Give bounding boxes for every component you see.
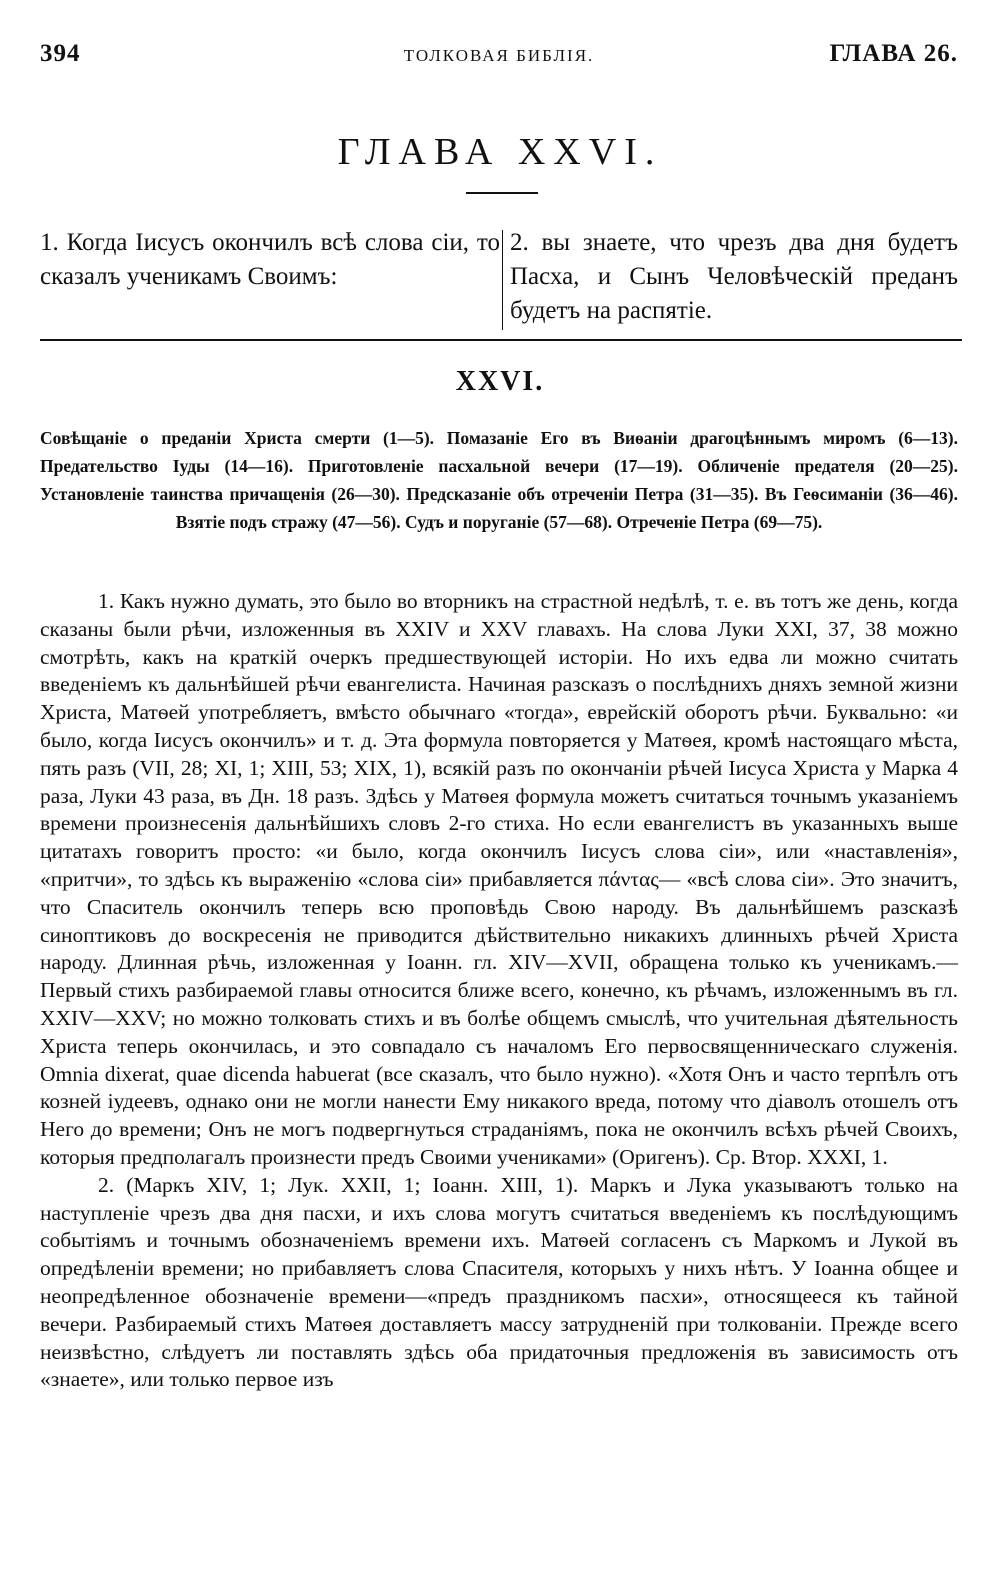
running-chapter: ГЛАВА 26. [829, 40, 958, 67]
column-divider [502, 230, 503, 330]
heading-rule [466, 192, 538, 194]
chapter-summary: Совѣщаніе о преданіи Христа смерти (1—5). Помазаніе Его въ Виѳаніи драгоцѣннымъ миромъ (6—13). Предательство Іуды (14—16). Приготовленіе пасхальной вечери (17—19). Обличеніе предателя (20—25). Установленіе таинства причащенія (26—30). Предсказаніе объ отреченіи Петра (31—35). Въ Геѳсиманіи (36—46). Взятіе подъ стражу (47—56). Судъ и поруганіе (57—68). Отреченіе Петра (69—75). [40, 428, 958, 532]
commentary-paragraph-2: 2. (Маркъ XIV, 1; Лук. XXII, 1; Іоанн. XIII, 1). Маркъ и Лука указываютъ только на наступленіе чрезъ два дня пасхи, и ихъ слова могутъ считаться введеніемъ къ послѣдующимъ событіямъ и точнымъ обозначеніемъ времени ихъ. Матѳей согласенъ съ Маркомъ и Лукой въ опредѣленіи времени; но прибавляетъ слова Спасителя, которыхъ у нихъ нѣтъ. У Іоанна общее и неопредѣленное обозначеніе времени—«предъ праздникомъ пасхи», относящееся къ тайной вечери. Разбираемый стихъ Матѳея доставляетъ массу затрудненій при толкованіи. Прежде всего неизвѣстно, слѣдуетъ ли поставлять здѣсь оба придаточныя предложенія въ зависимость отъ «знаете», или только первое изъ [40, 1172, 958, 1392]
verses-rule [40, 339, 962, 341]
page-number: 394 [40, 40, 81, 67]
running-head [40, 40, 958, 80]
book-title: ТОЛКОВАЯ БИБЛІЯ. [403, 46, 595, 65]
chapter-heading: ГЛАВА XXVI. [337, 131, 663, 173]
verse-2: 2. вы знаете, что чрезъ два дня будетъ Пасха, и Сынъ Человѣческій преданъ будетъ на распятіе. [510, 229, 958, 324]
section-heading: XXVI. [455, 366, 545, 397]
commentary-paragraph-1: 1. Какъ нужно думать, это было во вторникъ на страстной недѣлѣ, т. е. въ тотъ же день, когда сказаны были рѣчи, изложенныя въ XXIV и XXV главахъ. На слова Луки XXI, 37, 38 можно смотрѣть, какъ на краткій очеркъ предшествующей исторіи. Но ихъ едва ли можно считать введеніемъ къ дальнѣйшей рѣчи евангелиста. Начиная разсказъ о послѣднихъ дняхъ земной жизни Христа, Матѳей употребляетъ, вмѣсто обычнаго «тогда», еврейскій оборотъ рѣчи. Буквально: «и было, когда Іисусъ окончилъ» и т. д. Эта формула повторяется у Матѳея, кромѣ настоящаго мѣста, пять разъ (VII, 28; XI, 1; XIII, 53; XIX, 1), всякій разъ по окончаніи рѣчей Іисуса Христа у Марка 4 раза, Луки 43 раза, въ Дн. 18 разъ. Здѣсь у Матѳея формула можетъ считаться точнымъ указаніемъ времени произнесенія дальнѣйшихъ словъ 2-го стиха. Но если евангелистъ въ указанныхъ выше цитатахъ говоритъ просто: «и было, когда окончилъ Іисусъ слова сіи», или «наставленія», «притчи», то здѣсь къ выраженію «слова сіи» прибавляется πάντας— «всѣ слова сіи». Это значитъ, что Спаситель окончилъ теперь всю проповѣдь Свою народу. Въ дальнѣйшемъ разсказѣ синоптиковъ до воскресенія не приводится дѣйствительно никакихъ длинныхъ рѣчей Христа народу. Длинная рѣчь, изложенная у Іоанн. гл. XIV—XVII, обращена только къ ученикамъ.— Первый стихъ разбираемой главы относится ближе всего, конечно, къ рѣчамъ, изложеннымъ въ гл. XXIV—XXV; но можно толковать стихъ и въ болѣе общемъ смыслѣ, что учительная дѣятельность Христа теперь окончилась, и это совпадало съ началомъ Его первосвященническаго служенія. Omnia dixerat, quae dicenda habuerat (все сказалъ, что было нужно). «Хотя Онъ и часто терпѣлъ отъ козней іудеевъ, однако они не могли нанести Ему никакого вреда, потому что діаволъ отошелъ отъ Него до времени; Онъ не могъ подвергнуться страданіямъ, пока не окончилъ всѣхъ рѣчей Своихъ, которыя предполагалъ произнести предъ Своими учениками» (Оригенъ). Ср. Втор. XXXI, 1. [40, 589, 958, 1169]
verse-columns [40, 226, 958, 334]
commentary [40, 588, 958, 1394]
verse-1: 1. Когда Іисусъ окончилъ всѣ слова сіи, то сказалъ ученикамъ Своимъ: [40, 229, 500, 290]
